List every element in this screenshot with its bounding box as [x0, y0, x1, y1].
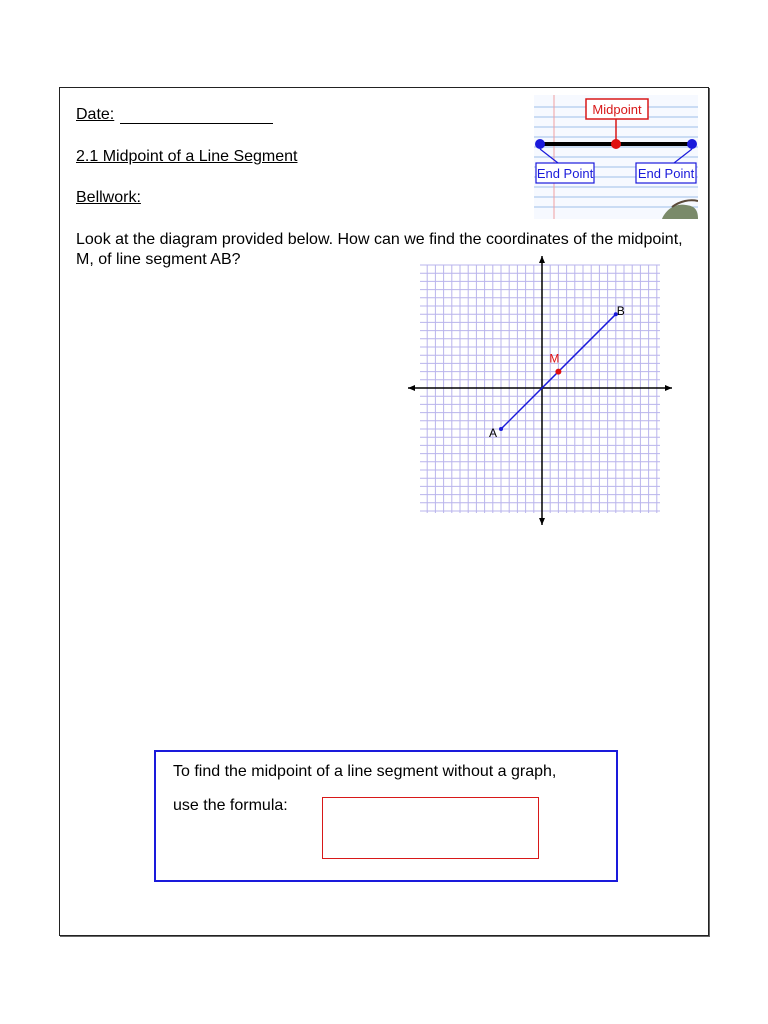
midpoint-clipart-drawing	[534, 95, 698, 219]
section-title: 2.1 Midpoint of a Line Segment	[76, 148, 298, 165]
point-a-dot	[499, 427, 503, 431]
y-axis-bottom-arrow	[539, 518, 545, 525]
right-endpoint-dot	[687, 139, 697, 149]
y-axis-top-arrow	[539, 256, 545, 263]
formula-box	[154, 750, 618, 882]
worksheet-page	[59, 87, 709, 936]
midpoint-clipart-label: Midpoint	[592, 102, 642, 117]
bellwork-label: Bellwork:	[76, 189, 141, 206]
x-axis-left-arrow	[408, 385, 415, 391]
left-endpoint-label: End Point	[536, 166, 594, 181]
midpoint-m-dot	[555, 369, 561, 375]
right-endpoint-label: End Point	[637, 166, 695, 181]
formula-answer-box[interactable]	[322, 797, 539, 859]
date-label: Date:	[76, 106, 115, 123]
coordinate-graph	[405, 253, 675, 528]
x-axis-right-arrow	[665, 385, 672, 391]
left-endpoint-dot	[535, 139, 545, 149]
bellwork-question: Look at the diagram provided below. How can we find the coordinates of the midpoint, M, of line segment AB?	[76, 231, 683, 268]
midpoint-m-label: M	[549, 351, 560, 366]
date-blank-line[interactable]	[120, 123, 273, 124]
formula-instruction-line2: use the formula:	[173, 797, 288, 814]
midpoint-clipart	[534, 95, 698, 219]
point-a-label: A	[489, 426, 498, 440]
clipart-midpoint-dot	[611, 139, 621, 149]
formula-instruction-line1: To find the midpoint of a line segment without a graph,	[173, 763, 557, 780]
coordinate-graph-svg	[405, 253, 675, 528]
point-b-label: B	[616, 304, 625, 319]
